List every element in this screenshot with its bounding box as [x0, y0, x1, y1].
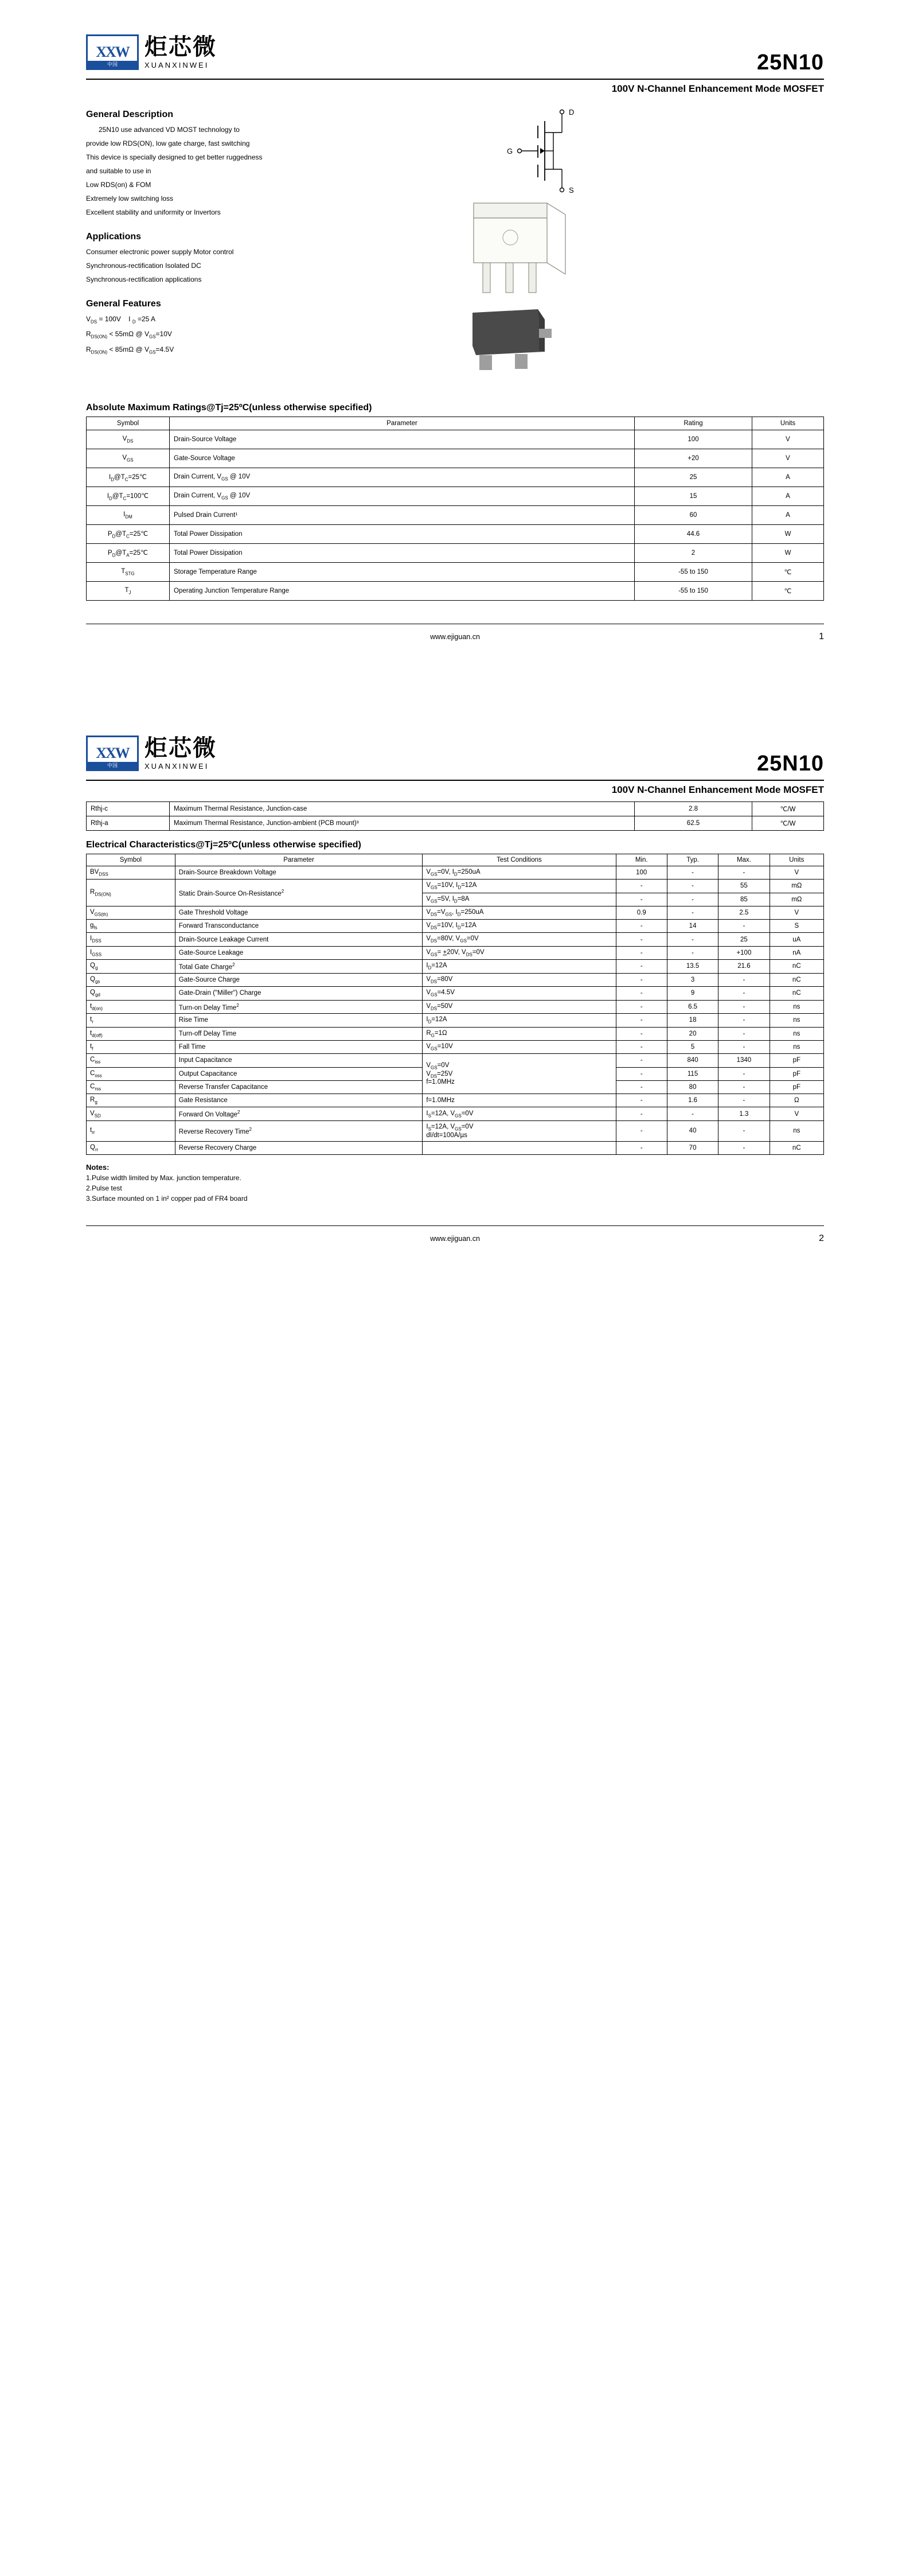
- table-row: [87, 430, 824, 449]
- amr-param-3: Drain Current, $V_{GS}$ @ 10V: [170, 487, 635, 506]
- header-divider: [86, 79, 824, 80]
- table-row: [87, 468, 824, 487]
- ec-typ-5: -: [667, 933, 718, 946]
- amr-param-8: Operating Junction Temperature Range: [170, 582, 635, 601]
- ec-units-14: pF: [770, 1054, 823, 1067]
- amr-header-parameter: Parameter: [170, 417, 635, 430]
- document-subtitle-2: 100V N-Channel Enhancement Mode MOSFET: [611, 784, 824, 795]
- ec-units-11: ns: [770, 1014, 823, 1027]
- gf-line-1: $R_{DS(ON)} < 55m\Omega$ @ $V_{GS}=10V$: [86, 330, 172, 340]
- ec-units-8: nC: [770, 973, 823, 986]
- ec-symbol-16: $C_{rss}$: [87, 1080, 175, 1094]
- gd-line-6: Excellent stability and uniformity or Invertors: [86, 208, 221, 216]
- amr-rating-0: 100: [635, 430, 752, 449]
- ec-symbol-15: $C_{oss}$: [87, 1067, 175, 1080]
- ec-param-16: Reverse Transfer Capacitance: [175, 1080, 423, 1094]
- page-2: [0, 701, 910, 1251]
- svg-text:D: D: [569, 108, 575, 116]
- ec-symbol-19: $t_{rr}$: [87, 1121, 175, 1141]
- ec-max-11: -: [718, 1014, 770, 1027]
- ec-min-3: 0.9: [616, 906, 667, 919]
- ec-param-14: Input Capacitance: [175, 1054, 423, 1067]
- amr-param-6: Total Power Dissipation: [170, 544, 635, 563]
- page-1-footer: [86, 624, 824, 649]
- ec-units-2: mΩ: [770, 893, 823, 906]
- thermal-param-0: Maximum Thermal Resistance, Junction-case: [170, 802, 635, 816]
- ec-typ-16: 80: [667, 1080, 718, 1094]
- table-row: [87, 506, 824, 525]
- ec-max-9: -: [718, 987, 770, 1000]
- amr-rating-1: +20: [635, 449, 752, 468]
- header-divider-2: [86, 780, 824, 781]
- ec-min-6: -: [616, 946, 667, 959]
- logo-badge-text: XXW: [96, 44, 129, 60]
- ec-cond-11: $I_D=12A$: [423, 1014, 616, 1027]
- amr-header-units: Units: [752, 417, 824, 430]
- app-line-2: Synchronous-rectification applications: [86, 275, 202, 283]
- table-row: [87, 1027, 824, 1040]
- general-features-heading: General Features: [86, 299, 161, 309]
- ec-typ-2: -: [667, 893, 718, 906]
- page-separator: [0, 649, 910, 701]
- ec-header-max: Max.: [718, 854, 770, 866]
- table-row: [87, 449, 824, 468]
- amr-header-rating: Rating: [635, 417, 752, 430]
- document-subtitle: 100V N-Channel Enhancement Mode MOSFET: [611, 83, 824, 94]
- ec-cond-12: $R_G=1\Omega$: [423, 1027, 616, 1040]
- thermal-value-1: 62.5: [635, 816, 752, 831]
- ec-param-0: Drain-Source Breakdown Voltage: [175, 866, 423, 880]
- ec-units-9: nC: [770, 987, 823, 1000]
- ec-param-3: Gate Threshold Voltage: [175, 906, 423, 919]
- ec-header-min: Min.: [616, 854, 667, 866]
- amr-symbol-3: $I_D@T_C=100℃$: [87, 487, 170, 506]
- amr-units-7: ℃: [752, 563, 824, 582]
- ec-max-10: -: [718, 1000, 770, 1014]
- ec-units-0: V: [770, 866, 823, 880]
- ec-cond-0: $V_{GS}=0V$, $I_D=250uA$: [423, 866, 616, 880]
- ec-typ-13: 5: [667, 1040, 718, 1053]
- general-description-body: [86, 126, 407, 217]
- ec-units-1: mΩ: [770, 880, 823, 893]
- logo-badge-text: XXW: [96, 745, 129, 761]
- ec-units-18: V: [770, 1107, 823, 1121]
- table-row: [87, 920, 824, 933]
- ec-units-7: nC: [770, 960, 823, 974]
- ec-min-17: -: [616, 1094, 667, 1107]
- table-row: [87, 544, 824, 563]
- ec-units-12: ns: [770, 1027, 823, 1040]
- ec-max-1: 55: [718, 880, 770, 893]
- amr-symbol-6: $P_D@T_A=25℃$: [87, 544, 170, 563]
- applications-body: [86, 248, 407, 284]
- amr-units-4: A: [752, 506, 824, 525]
- company-name-cn: 炬芯微: [144, 734, 217, 761]
- table-row: [87, 487, 824, 506]
- ec-min-20: -: [616, 1141, 667, 1154]
- ec-header-parameter: Parameter: [175, 854, 423, 866]
- amr-param-2: Drain Current, $V_{GS}$ @ 10V: [170, 468, 635, 487]
- ec-cond-7: $I_D=12A$: [423, 960, 616, 974]
- table-row: [87, 816, 824, 831]
- page-number: 2: [819, 1233, 824, 1243]
- table-row: [87, 582, 824, 601]
- ec-max-16: -: [718, 1080, 770, 1094]
- electrical-characteristics-table: [86, 854, 824, 1155]
- ec-symbol-10: $t_{d(on)}$: [87, 1000, 175, 1014]
- ec-typ-18: -: [667, 1107, 718, 1121]
- table-row: [87, 987, 824, 1000]
- amr-symbol-2: $I_D@T_C=25℃$: [87, 468, 170, 487]
- general-description-heading: General Description: [86, 110, 174, 119]
- thermal-symbol-1: Rthj-a: [87, 816, 170, 831]
- ec-max-15: -: [718, 1067, 770, 1080]
- ec-typ-19: 40: [667, 1121, 718, 1141]
- ec-symbol-7: $Q_g$: [87, 960, 175, 974]
- ec-symbol-11: $t_r$: [87, 1014, 175, 1027]
- svg-text:G: G: [507, 147, 513, 155]
- footer-url[interactable]: www.ejiguan.cn: [430, 1234, 480, 1243]
- table-row: [87, 1000, 824, 1014]
- ec-cond-9: $V_{GS}=4.5V$: [423, 987, 616, 1000]
- amr-rating-7: -55 to 150: [635, 563, 752, 582]
- ec-max-19: -: [718, 1121, 770, 1141]
- ec-param-18: Forward On Voltage$^2$: [175, 1107, 423, 1121]
- company-name-cn: 炬芯微: [144, 33, 217, 60]
- ec-max-5: 25: [718, 933, 770, 946]
- ec-symbol-13: $t_f$: [87, 1040, 175, 1053]
- document-header: [86, 0, 824, 75]
- ec-min-9: -: [616, 987, 667, 1000]
- page-2-footer: [86, 1225, 824, 1251]
- ec-cond-3: $V_{DS}=V_{GS}$, $I_D=250uA$: [423, 906, 616, 919]
- table-header-row: [87, 417, 824, 430]
- ec-typ-8: 3: [667, 973, 718, 986]
- ec-header-conditions: Test Conditions: [423, 854, 616, 866]
- ec-units-13: ns: [770, 1040, 823, 1053]
- note-0: 1.Pulse width limited by Max. junction temperature.: [86, 1173, 241, 1182]
- ec-units-5: uA: [770, 933, 823, 946]
- gd-line-4: Low RDS(on) & FOM: [86, 181, 151, 189]
- ec-max-18: 1.3: [718, 1107, 770, 1121]
- ec-max-17: -: [718, 1094, 770, 1107]
- ec-typ-4: 14: [667, 920, 718, 933]
- ec-header-symbol: Symbol: [87, 854, 175, 866]
- table-row: [87, 906, 824, 919]
- company-name-pinyin: XUANXINWEI: [144, 60, 209, 69]
- mosfet-symbol-icon: [464, 105, 614, 197]
- ec-param-17: Gate Resistance: [175, 1094, 423, 1107]
- ec-param-1: Static Drain-Source On-Resistance$^2$: [175, 880, 423, 906]
- amr-units-6: W: [752, 544, 824, 563]
- page-1: [0, 0, 910, 649]
- ec-typ-11: 18: [667, 1014, 718, 1027]
- ec-param-20: Reverse Recovery Charge: [175, 1141, 423, 1154]
- ec-cond-6: $V_{GS}= +20V$, $V_{DS}=0V$: [423, 946, 616, 959]
- ec-min-2: -: [616, 893, 667, 906]
- ec-min-19: -: [616, 1121, 667, 1141]
- logo-badge-sub: 中国: [88, 61, 137, 68]
- notes-heading: Notes:: [86, 1162, 110, 1172]
- amr-param-7: Storage Temperature Range: [170, 563, 635, 582]
- thermal-units-1: ℃/W: [752, 816, 824, 831]
- ec-typ-17: 1.6: [667, 1094, 718, 1107]
- ec-max-4: -: [718, 920, 770, 933]
- gd-line-3: and suitable to use in: [86, 167, 151, 175]
- ec-cond-13: $V_{GS}=10V$: [423, 1040, 616, 1053]
- thermal-resistance-table: [86, 801, 824, 831]
- thermal-param-1: Maximum Thermal Resistance, Junction-ambient (PCB mount)³: [170, 816, 635, 831]
- part-number: 25N10: [757, 50, 824, 75]
- ec-symbol-20: $Q_{rr}$: [87, 1141, 175, 1154]
- ec-cond-17: f=1.0MHz: [423, 1094, 616, 1107]
- gd-line-1: provide low RDS(ON), low gate charge, fast switching: [86, 139, 250, 147]
- ec-cond-2: $V_{GS}=5V$, $I_D=8A$: [423, 893, 616, 906]
- ec-max-3: 2.5: [718, 906, 770, 919]
- ec-symbol-0: $BV_{DSS}$: [87, 866, 175, 880]
- package-drawing-to220: [453, 200, 824, 300]
- note-2: 3.Surface mounted on 1 in² copper pad of FR4 board: [86, 1194, 248, 1203]
- table-row: [87, 525, 824, 544]
- table-row: [87, 880, 824, 893]
- thermal-symbol-0: Rthj-c: [87, 802, 170, 816]
- company-logo: [86, 34, 217, 70]
- amr-rating-8: -55 to 150: [635, 582, 752, 601]
- ec-typ-10: 6.5: [667, 1000, 718, 1014]
- ec-symbol-4: $g_{fs}$: [87, 920, 175, 933]
- ec-units-3: V: [770, 906, 823, 919]
- amr-units-1: V: [752, 449, 824, 468]
- ec-max-7: 21.6: [718, 960, 770, 974]
- gd-line-0: 25N10 use advanced VD MOST technology to: [99, 126, 240, 134]
- table-row: [87, 866, 824, 880]
- ec-units-16: pF: [770, 1080, 823, 1094]
- ec-min-4: -: [616, 920, 667, 933]
- amr-units-2: A: [752, 468, 824, 487]
- ec-symbol-14: $C_{iss}$: [87, 1054, 175, 1067]
- ec-min-12: -: [616, 1027, 667, 1040]
- amr-symbol-5: $P_D@T_C=25℃$: [87, 525, 170, 544]
- ec-param-15: Output Capacitance: [175, 1067, 423, 1080]
- ec-min-0: 100: [616, 866, 667, 880]
- ec-min-7: -: [616, 960, 667, 974]
- ec-header-typ: Typ.: [667, 854, 718, 866]
- ec-units-6: nA: [770, 946, 823, 959]
- ec-typ-0: -: [667, 866, 718, 880]
- ec-typ-3: -: [667, 906, 718, 919]
- ec-max-6: +100: [718, 946, 770, 959]
- thermal-value-0: 2.8: [635, 802, 752, 816]
- ec-units-4: S: [770, 920, 823, 933]
- ec-param-10: Turn-on Delay Time$^2$: [175, 1000, 423, 1014]
- amr-header-symbol: Symbol: [87, 417, 170, 430]
- ec-param-12: Turn-off Delay Time: [175, 1027, 423, 1040]
- amr-rating-6: 2: [635, 544, 752, 563]
- dpak-package-icon: [453, 306, 585, 380]
- amr-symbol-7: $T_{STG}$: [87, 563, 170, 582]
- table-row: [87, 933, 824, 946]
- gf-line-2: $R_{DS(ON)} < 85m\Omega$ @ $V_{GS}=4.5V$: [86, 345, 174, 355]
- table-row: [87, 1107, 824, 1121]
- amr-symbol-1: $V_{GS}$: [87, 449, 170, 468]
- ec-units-20: nC: [770, 1141, 823, 1154]
- ec-symbol-8: $Q_{gs}$: [87, 973, 175, 986]
- logo-badge-icon: [86, 736, 139, 771]
- ec-param-6: Gate-Source Leakage: [175, 946, 423, 959]
- amr-units-5: W: [752, 525, 824, 544]
- electrical-characteristics-title: Electrical Characteristics@Tj=25ºC(unless otherwise specified): [86, 840, 361, 850]
- amr-symbol-0: $V_{DS}$: [87, 430, 170, 449]
- ec-cond-8: $V_{DS}=80V$: [423, 973, 616, 986]
- ec-param-8: Gate-Source Charge: [175, 973, 423, 986]
- absolute-max-table: [86, 417, 824, 601]
- ec-param-4: Forward Transconductance: [175, 920, 423, 933]
- ec-units-17: Ω: [770, 1094, 823, 1107]
- amr-param-5: Total Power Dissipation: [170, 525, 635, 544]
- mosfet-schematic: [464, 105, 824, 200]
- amr-rating-2: 25: [635, 468, 752, 487]
- amr-units-0: V: [752, 430, 824, 449]
- table-row: [87, 1121, 824, 1141]
- table-row: [87, 946, 824, 959]
- ec-units-19: ns: [770, 1121, 823, 1141]
- ec-param-13: Fall Time: [175, 1040, 423, 1053]
- ec-param-19: Reverse Recovery Time$^2$: [175, 1121, 423, 1141]
- ec-cond-19: $I_S=12A$, $V_{GS}=0V$ dI/dt=100A/µs: [423, 1121, 616, 1141]
- ec-cond-1: $V_{GS}=10V$, $I_D=12A$: [423, 880, 616, 893]
- document-header-2: [86, 701, 824, 776]
- ec-typ-9: 9: [667, 987, 718, 1000]
- table-row: [87, 802, 824, 816]
- amr-rating-4: 60: [635, 506, 752, 525]
- ec-min-15: -: [616, 1067, 667, 1080]
- ec-max-12: -: [718, 1027, 770, 1040]
- note-1: 2.Pulse test: [86, 1184, 122, 1192]
- absolute-max-title: Absolute Maximum Ratings@Tj=25ºC(unless otherwise specified): [86, 403, 372, 413]
- ec-symbol-12: $t_{d(off)}$: [87, 1027, 175, 1040]
- amr-param-4: Pulsed Drain Current¹: [170, 506, 635, 525]
- app-line-0: Consumer electronic power supply Motor control: [86, 248, 234, 256]
- notes-section: [86, 1163, 824, 1203]
- svg-text:S: S: [569, 186, 574, 194]
- amr-rating-3: 15: [635, 487, 752, 506]
- amr-units-8: ℃: [752, 582, 824, 601]
- ec-min-13: -: [616, 1040, 667, 1053]
- thermal-units-0: ℃/W: [752, 802, 824, 816]
- table-row: [87, 1054, 824, 1067]
- ec-header-units: Units: [770, 854, 823, 866]
- ec-param-9: Gate-Drain ("Miller") Charge: [175, 987, 423, 1000]
- ec-param-5: Drain-Source Leakage Current: [175, 933, 423, 946]
- ec-param-7: Total Gate Charge$^2$: [175, 960, 423, 974]
- ec-symbol-9: $Q_{gd}$: [87, 987, 175, 1000]
- ec-cond-18: $I_S=12A$, $V_{GS}=0V$: [423, 1107, 616, 1121]
- logo-badge-icon: [86, 34, 139, 70]
- table-row: [87, 973, 824, 986]
- applications-heading: Applications: [86, 232, 142, 242]
- ec-min-10: -: [616, 1000, 667, 1014]
- ec-max-13: -: [718, 1040, 770, 1053]
- intro-columns: [86, 95, 824, 383]
- ec-symbol-6: $I_{GSS}$: [87, 946, 175, 959]
- table-header-row: [87, 854, 824, 866]
- ec-max-2: 85: [718, 893, 770, 906]
- footer-url[interactable]: www.ejiguan.cn: [430, 633, 480, 641]
- page-number: 1: [819, 632, 824, 641]
- ec-cond-20: [423, 1141, 616, 1154]
- ec-cond-4: $V_{DS}=10V$, $I_D=12A$: [423, 920, 616, 933]
- table-row: [87, 1014, 824, 1027]
- ec-min-18: -: [616, 1107, 667, 1121]
- ec-max-14: 1340: [718, 1054, 770, 1067]
- general-features-body: [86, 315, 407, 355]
- ec-min-14: -: [616, 1054, 667, 1067]
- amr-symbol-8: $T_J$: [87, 582, 170, 601]
- app-line-1: Synchronous-rectification Isolated DC: [86, 262, 201, 270]
- ec-cond-5: $V_{DS}=80V$, $V_{GS}=0V$: [423, 933, 616, 946]
- gf-line-0: $V_{DS} = 100V$ I $_D$ =25 A: [86, 315, 156, 325]
- ec-units-15: pF: [770, 1067, 823, 1080]
- part-number: 25N10: [757, 752, 824, 776]
- amr-rating-5: 44.6: [635, 525, 752, 544]
- ec-symbol-18: $V_{SD}$: [87, 1107, 175, 1121]
- ec-symbol-5: $I_{DSS}$: [87, 933, 175, 946]
- ec-typ-15: 115: [667, 1067, 718, 1080]
- ec-cond-14: $V_{GS}=0V$ $V_{DS}=25V$ f=1.0MHz: [423, 1054, 616, 1094]
- company-logo-2: [86, 736, 217, 771]
- logo-badge-sub: 中国: [88, 762, 137, 769]
- ec-typ-12: 20: [667, 1027, 718, 1040]
- company-name-pinyin: XUANXINWEI: [144, 761, 209, 771]
- gd-line-5: Extremely low switching loss: [86, 194, 174, 203]
- amr-param-0: Drain-Source Voltage: [170, 430, 635, 449]
- ec-min-5: -: [616, 933, 667, 946]
- table-row: [87, 563, 824, 582]
- ec-typ-7: 13.5: [667, 960, 718, 974]
- ec-cond-10: $V_{DS}=50V$: [423, 1000, 616, 1014]
- ec-typ-6: -: [667, 946, 718, 959]
- amr-symbol-4: $I_{DM}$: [87, 506, 170, 525]
- ec-min-11: -: [616, 1014, 667, 1027]
- ec-typ-20: 70: [667, 1141, 718, 1154]
- table-row: [87, 1094, 824, 1107]
- ec-symbol-3: $V_{GS(th)}$: [87, 906, 175, 919]
- table-row: [87, 1040, 824, 1053]
- ec-min-16: -: [616, 1080, 667, 1094]
- amr-param-1: Gate-Source Voltage: [170, 449, 635, 468]
- ec-param-11: Rise Time: [175, 1014, 423, 1027]
- ec-units-10: ns: [770, 1000, 823, 1014]
- ec-min-1: -: [616, 880, 667, 893]
- ec-typ-1: -: [667, 880, 718, 893]
- ec-typ-14: 840: [667, 1054, 718, 1067]
- ec-symbol-1: $R_{DS(ON)}$: [87, 880, 175, 906]
- ec-min-8: -: [616, 973, 667, 986]
- ec-max-8: -: [718, 973, 770, 986]
- table-row: [87, 960, 824, 974]
- ec-symbol-17: $R_g$: [87, 1094, 175, 1107]
- amr-units-3: A: [752, 487, 824, 506]
- ec-max-0: -: [718, 866, 770, 880]
- to220-package-icon: [453, 200, 585, 297]
- package-photo-dpak: [453, 306, 824, 383]
- gd-line-2: This device is specially designed to get better ruggedness: [86, 153, 263, 161]
- table-row: [87, 1141, 824, 1154]
- ec-max-20: -: [718, 1141, 770, 1154]
